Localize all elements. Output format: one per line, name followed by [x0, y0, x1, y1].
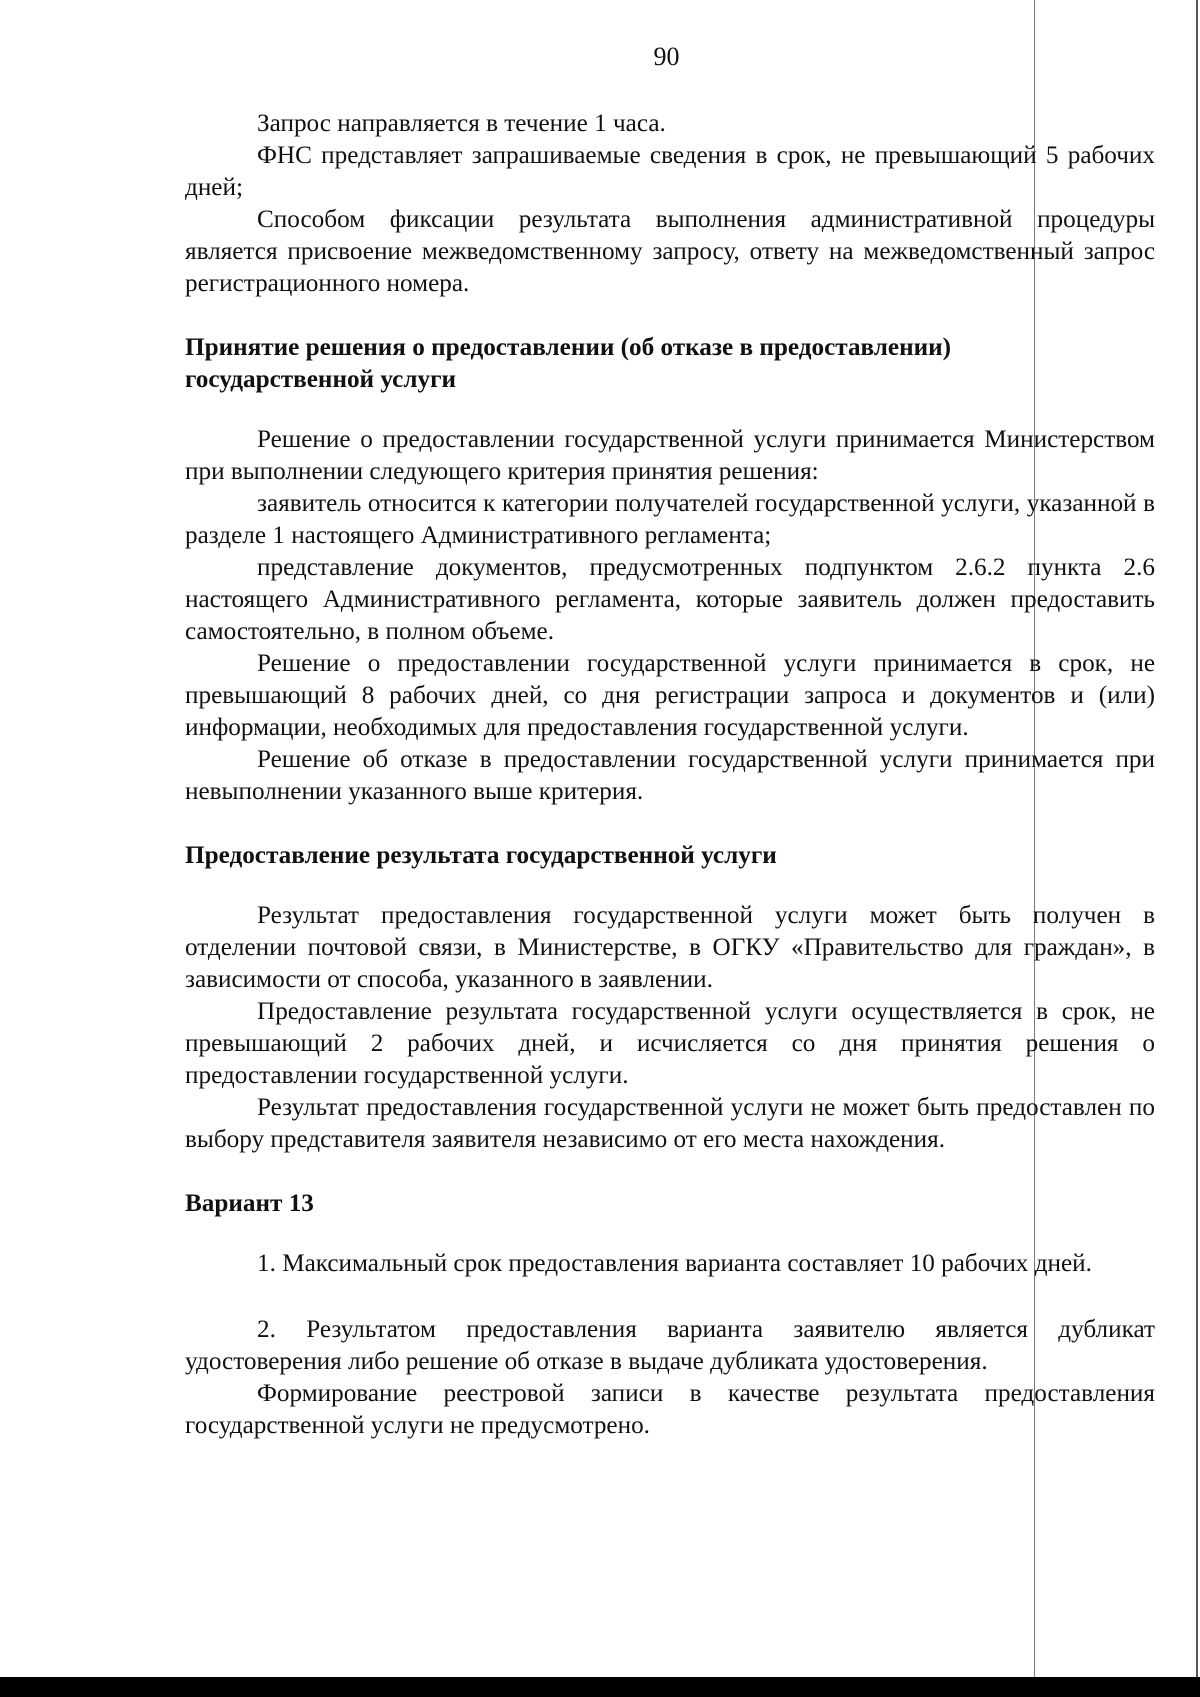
paragraph: Результат предоставления государственной услуги не может быть предоставлен по выбору представителя заявителя независимо от его места нахождения.	[185, 1094, 1155, 1153]
heading-line: Принятие решения о предоставлении (об отказе в предоставлении)	[185, 334, 952, 361]
spacer	[185, 1220, 1155, 1248]
spacer	[185, 300, 1155, 332]
heading-line: государственной услуги	[185, 366, 457, 393]
paragraph: заявитель относится к категории получателей государственной услуги, указанной в разделе 1 настоящего Административного регламента;	[185, 490, 1155, 549]
spacer	[185, 872, 1155, 900]
document-body	[185, 108, 1155, 1442]
spacer	[185, 808, 1155, 840]
section-heading: Предоставление результата государственной услуги	[185, 842, 777, 869]
paragraph: представление документов, предусмотренных подпунктом 2.6.2 пункта 2.6 настоящего Административного регламента, которые заявитель должен предоставить самостоятельно, в полном объеме.	[185, 554, 1155, 645]
spacer	[185, 1280, 1155, 1314]
scan-edge-line	[1196, 0, 1198, 1697]
paragraph: Результат предоставления государственной услуги может быть получен в отделении почтовой связи, в Министерстве, в ОГКУ «Правительство для граждан», в зависимости от способа, указанного в заявлении.	[185, 902, 1155, 993]
paragraph: Решение об отказе в предоставлении государственной услуги принимается при невыполнении указанного выше критерия.	[185, 746, 1155, 805]
paragraph: Предоставление результата государственной услуги осуществляется в срок, не превышающий 2 рабочих дней, и исчисляется со дня принятия решения о предоставлении государственной услуги.	[185, 998, 1155, 1089]
paragraph: Способом фиксации результата выполнения административной процедуры является присвоение межведомственному запросу, ответу на межведомственный запрос регистрационного номера.	[185, 206, 1155, 297]
spacer	[185, 1156, 1155, 1188]
paragraph: Решение о предоставлении государственной услуги принимается Министерством при выполнении следующего критерия принятия решения:	[185, 426, 1155, 485]
section-heading: Вариант 13	[185, 1190, 314, 1217]
paragraph: ФНС представляет запрашиваемые сведения в срок, не превышающий 5 рабочих дней;	[185, 142, 1155, 201]
spacer	[185, 396, 1155, 424]
paragraph: 2. Результатом предоставления варианта заявителю является дубликат удостоверения либо решение об отказе в выдаче дубликата удостоверения.	[185, 1316, 1155, 1375]
paragraph: Решение о предоставлении государственной услуги принимается в срок, не превышающий 8 рабочих дней, со дня регистрации запроса и документов и (или) информации, необходимых для предоставления государственной услуги.	[185, 650, 1155, 741]
paragraph: Запрос направляется в течение 1 часа.	[257, 110, 666, 137]
paragraph: 1. Максимальный срок предоставления варианта составляет 10 рабочих дней.	[257, 1250, 1092, 1277]
paragraph: Формирование реестровой записи в качестве результата предоставления государственной услуги не предусмотрено.	[185, 1380, 1155, 1439]
section-heading	[185, 332, 1155, 396]
scan-bottom-edge	[0, 1677, 1200, 1697]
page-number: 90	[653, 42, 680, 71]
